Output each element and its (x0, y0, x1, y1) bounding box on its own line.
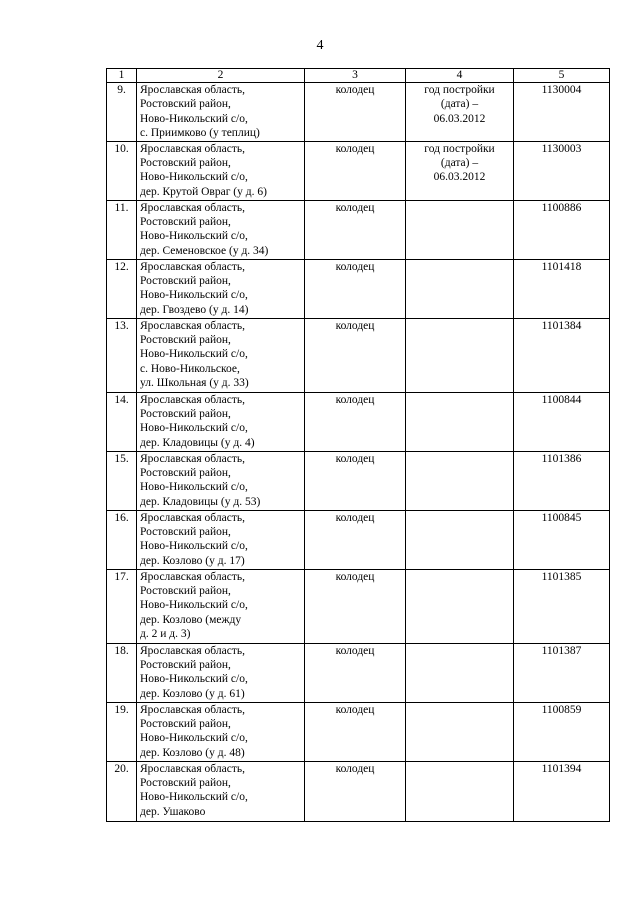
construction-date-cell (406, 141, 514, 200)
inventory-code: 1100886 (514, 200, 610, 259)
address-line: дер. Кладовицы (у д. 4) (140, 436, 255, 449)
inventory-code: 1101387 (514, 643, 610, 702)
table-row (107, 761, 610, 821)
table-header (107, 69, 610, 83)
address-line: Ростовский район, (140, 718, 231, 731)
address-line: Ново-Никольский с/о, (140, 791, 248, 804)
page-number: 4 (316, 38, 324, 53)
address-line: дер. Козлово (у д. 17) (140, 554, 245, 567)
table-row (107, 200, 610, 259)
object-type: колодец (305, 83, 406, 142)
table-body (107, 83, 610, 822)
table-row (107, 510, 610, 569)
address-line: Ярославская область, (140, 142, 245, 155)
address-line: Ростовский район, (140, 334, 231, 347)
address-line: Ново-Никольский с/о, (140, 599, 248, 612)
inventory-code: 1101418 (514, 259, 610, 318)
construction-date-cell (406, 318, 514, 392)
object-type: колодец (305, 259, 406, 318)
object-type: колодец (305, 141, 406, 200)
address-cell (137, 200, 305, 259)
table-row (107, 643, 610, 702)
construction-date-cell (406, 510, 514, 569)
inventory-code: 1101386 (514, 451, 610, 510)
construction-date-line: (дата) – (440, 157, 479, 170)
address-line: с. Приимково (у теплиц) (140, 127, 260, 140)
address-cell (137, 318, 305, 392)
address-line: Ростовский район, (140, 216, 231, 229)
address-line: Ярославская область, (140, 762, 245, 775)
address-cell (137, 259, 305, 318)
row-number: 15. (107, 451, 137, 510)
address-cell (137, 702, 305, 761)
address-line: Ростовский район, (140, 467, 231, 480)
object-type: колодец (305, 510, 406, 569)
address-line: Ново-Никольский с/о, (140, 540, 248, 553)
address-line: дер. Семеновское (у д. 34) (140, 244, 269, 257)
construction-date-cell (406, 200, 514, 259)
wells-table (106, 68, 610, 822)
address-line: Ярославская область, (140, 452, 245, 465)
address-line: Ростовский район, (140, 275, 231, 288)
inventory-code: 1130004 (514, 83, 610, 142)
object-type: колодец (305, 318, 406, 392)
object-type: колодец (305, 200, 406, 259)
address-line: Ново-Никольский с/о, (140, 112, 248, 125)
row-number: 20. (107, 761, 137, 821)
address-line: Ярославская область, (140, 511, 245, 524)
address-line: Ярославская область, (140, 570, 245, 583)
address-line: дер. Козлово (у д. 61) (140, 687, 245, 700)
row-number: 14. (107, 392, 137, 451)
table-row (107, 318, 610, 392)
address-cell (137, 451, 305, 510)
construction-date-line: (дата) – (440, 98, 479, 111)
construction-date-cell (406, 259, 514, 318)
object-type: колодец (305, 569, 406, 643)
row-number: 13. (107, 318, 137, 392)
address-line: дер. Крутой Овраг (у д. 6) (140, 185, 267, 198)
address-line: дер. Кладовицы (у д. 53) (140, 495, 261, 508)
address-cell (137, 510, 305, 569)
construction-date-line: 06.03.2012 (433, 171, 486, 184)
column-header-4: 4 (406, 69, 514, 83)
construction-date-cell (406, 392, 514, 451)
construction-date-cell (406, 569, 514, 643)
construction-date-cell (406, 451, 514, 510)
construction-date-line: 06.03.2012 (433, 112, 486, 125)
inventory-code: 1100859 (514, 702, 610, 761)
row-number: 18. (107, 643, 137, 702)
construction-date-cell (406, 83, 514, 142)
address-line: Ростовский район, (140, 157, 231, 170)
object-type: колодец (305, 643, 406, 702)
address-cell (137, 392, 305, 451)
column-header-3: 3 (305, 69, 406, 83)
construction-date-line: год постройки (424, 84, 495, 96)
address-line: ул. Школьная (у д. 33) (140, 377, 249, 390)
address-line: Ново-Никольский с/о, (140, 422, 248, 435)
address-line: Ярославская область, (140, 260, 245, 273)
object-type: колодец (305, 451, 406, 510)
address-line: дер. Козлово (между (140, 613, 242, 626)
address-line: Ростовский район, (140, 659, 231, 672)
address-line: Ново-Никольский с/о, (140, 289, 248, 302)
address-line: Ново-Никольский с/о, (140, 171, 248, 184)
row-number: 9. (107, 83, 137, 142)
address-line: Ярославская область, (140, 201, 245, 214)
construction-date-cell (406, 702, 514, 761)
inventory-code: 1101394 (514, 761, 610, 821)
address-line: Ярославская область, (140, 393, 245, 406)
address-line: Ново-Никольский с/о, (140, 732, 248, 745)
address-cell (137, 761, 305, 821)
address-line: дер. Козлово (у д. 48) (140, 746, 245, 759)
address-line: с. Ново-Никольское, (140, 362, 240, 375)
address-line: дер. Гвоздево (у д. 14) (140, 303, 249, 316)
row-number: 17. (107, 569, 137, 643)
construction-date-line: год постройки (424, 142, 495, 155)
column-header-5: 5 (514, 69, 610, 83)
address-line: Ярославская область, (140, 84, 245, 96)
inventory-code: 1100845 (514, 510, 610, 569)
row-number: 10. (107, 141, 137, 200)
table-row (107, 141, 610, 200)
row-number: 11. (107, 200, 137, 259)
row-number: 12. (107, 259, 137, 318)
column-header-1: 1 (107, 69, 137, 83)
address-line: Ростовский район, (140, 408, 231, 421)
table-row (107, 392, 610, 451)
column-header-2: 2 (137, 69, 305, 83)
address-cell (137, 83, 305, 142)
address-line: Ростовский район, (140, 526, 231, 539)
row-number: 19. (107, 702, 137, 761)
construction-date-cell (406, 643, 514, 702)
object-type: колодец (305, 702, 406, 761)
address-line: Ростовский район, (140, 777, 231, 790)
object-type: колодец (305, 392, 406, 451)
address-line: Ростовский район, (140, 585, 231, 598)
address-line: дер. Ушаково (140, 805, 206, 818)
header-row (107, 69, 610, 83)
address-line: Ростовский район, (140, 98, 231, 111)
address-line: Ново-Никольский с/о, (140, 348, 248, 361)
address-cell (137, 643, 305, 702)
address-cell (137, 569, 305, 643)
address-line: Ново-Никольский с/о, (140, 481, 248, 494)
address-line: Ярославская область, (140, 703, 245, 716)
address-cell (137, 141, 305, 200)
row-number: 16. (107, 510, 137, 569)
address-line: Ярославская область, (140, 644, 245, 657)
construction-date-cell (406, 761, 514, 821)
table-row (107, 569, 610, 643)
object-type: колодец (305, 761, 406, 821)
address-line: Ново-Никольский с/о, (140, 230, 248, 243)
table-row (107, 259, 610, 318)
address-line: Ярославская область, (140, 319, 245, 332)
inventory-code: 1130003 (514, 141, 610, 200)
inventory-code: 1100844 (514, 392, 610, 451)
inventory-code: 1101385 (514, 569, 610, 643)
inventory-code: 1101384 (514, 318, 610, 392)
table-row (107, 702, 610, 761)
address-line: Ново-Никольский с/о, (140, 673, 248, 686)
table-row (107, 451, 610, 510)
table-row (107, 83, 610, 142)
address-line: д. 2 и д. 3) (140, 628, 191, 641)
